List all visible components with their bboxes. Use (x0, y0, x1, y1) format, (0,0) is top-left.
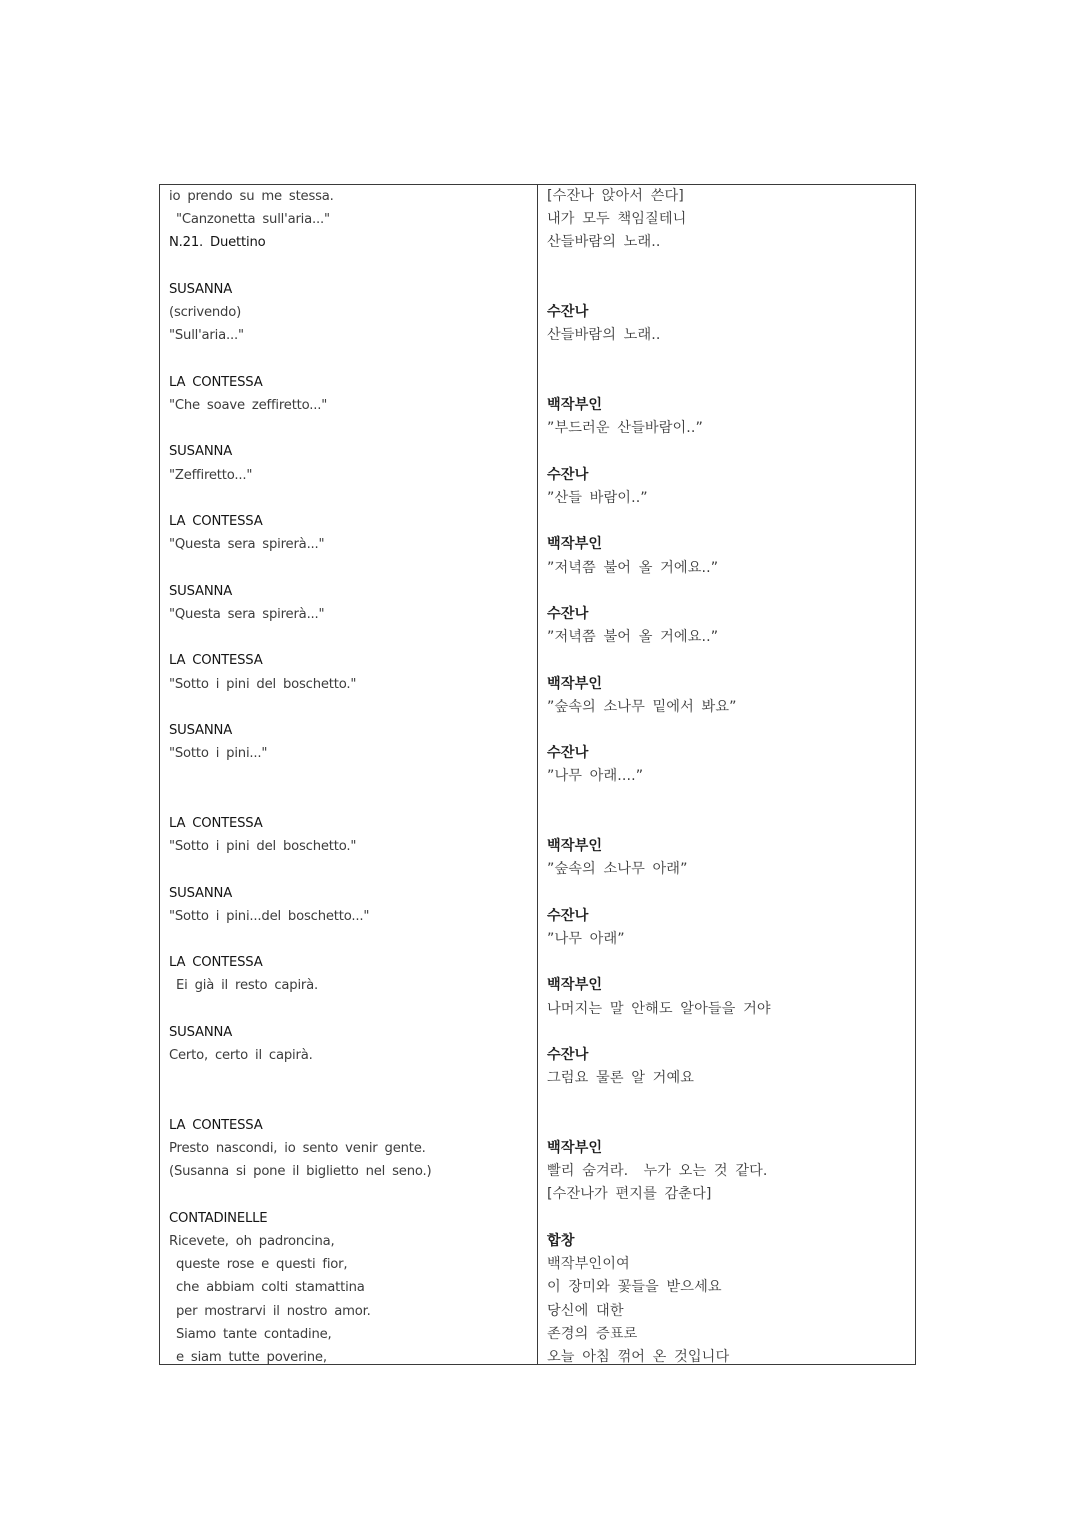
korean-text-line: 당신에 대한 (547, 1302, 624, 1319)
korean-speaker-name: 백작부인 (547, 675, 603, 692)
italian-text-line: Presto nascondi, io sento venir gente. (169, 1140, 426, 1156)
italian-text-line: "Questa sera spirerà..." (169, 606, 325, 622)
korean-text-line: ”산들 바람이..” (547, 489, 648, 506)
korean-text-line: 산들바람의 노래.. (547, 234, 661, 251)
italian-blank-line (169, 1067, 533, 1090)
korean-lines (547, 185, 911, 1369)
korean-blank-line (547, 951, 911, 974)
korean-text-line: 내가 모두 책임질테니 (547, 211, 687, 228)
italian-blank-line (169, 557, 533, 580)
italian-text-line: che abbiam colti stamattina (169, 1280, 365, 1296)
korean-blank-line (547, 1207, 911, 1230)
korean-text-line: ”나무 아래” (547, 931, 625, 947)
korean-text-line: 산들바람의 노래.. (547, 327, 661, 344)
italian-text-line: Ricevete, oh padroncina, (169, 1233, 335, 1249)
italian-speaker-name: LA CONTESSA (169, 1117, 263, 1133)
korean-speaker-name: 백작부인 (547, 1139, 603, 1156)
korean-text-line: 존경의 증표로 (547, 1325, 638, 1342)
korean-text-line: ”저녁쯤 불어 올 거에요..” (547, 629, 719, 646)
korean-text-line: 백작부인이여 (547, 1256, 630, 1273)
italian-text-line: "Sotto i pini del boschetto." (169, 839, 357, 855)
korean-blank-line (547, 278, 911, 301)
korean-blank-line (547, 1114, 911, 1137)
korean-text-line: ”부드러운 산들바람이..” (547, 420, 703, 437)
korean-speaker-name: 수잔나 (547, 745, 589, 762)
korean-text-line: 이 장미와 꽃들을 받으세요 (547, 1279, 722, 1296)
italian-text-line: (scrivendo) (169, 305, 242, 321)
korean-blank-line (547, 882, 911, 905)
italian-text-line: "Questa sera spirerà..." (169, 537, 325, 553)
korean-blank-line (547, 510, 911, 533)
korean-text-line: 빨리 숨겨라. 누가 오는 것 같다. (547, 1163, 768, 1180)
italian-text-line: "Che soave zeffiretto..." (169, 397, 328, 413)
italian-text-line: "Zeffiretto..." (169, 467, 253, 483)
korean-blank-line (547, 789, 911, 812)
italian-speaker-name: SUSANNA (169, 1024, 233, 1040)
italian-text-line: "Sotto i pini del boschetto." (169, 676, 357, 692)
korean-text-line: ”나무 아래....” (547, 768, 644, 785)
korean-text-line: [수잔나가 편지를 감춘다] (547, 1186, 712, 1203)
italian-blank-line (169, 487, 533, 510)
italian-speaker-name: LA CONTESSA (169, 653, 263, 669)
korean-blank-line (547, 649, 911, 672)
italian-speaker-name: LA CONTESSA (169, 955, 263, 971)
italian-text-line: Ei già il resto capirà. (169, 978, 319, 994)
korean-speaker-name: 수잔나 (547, 605, 589, 622)
italian-speaker-name: SUSANNA (169, 444, 233, 460)
italian-blank-line (169, 1183, 533, 1206)
italian-speaker-name: LA CONTESSA (169, 815, 263, 831)
italian-text-line: (Susanna si pone il biglietto nel seno.) (169, 1164, 432, 1180)
italian-lines (169, 185, 533, 1369)
korean-blank-line (547, 812, 911, 835)
korean-speaker-name: 백작부인 (547, 838, 603, 855)
italian-blank-line (169, 928, 533, 951)
korean-blank-line (547, 440, 911, 463)
korean-text-line: ”숲속의 소나무 밑에서 봐요” (547, 698, 737, 715)
italian-blank-line (169, 1091, 533, 1114)
korean-speaker-name: 수잔나 (547, 466, 589, 483)
korean-speaker-name: 수잔나 (547, 907, 589, 924)
korean-blank-line (547, 719, 911, 742)
korean-speaker-name: 수잔나 (547, 1047, 589, 1064)
italian-blank-line (169, 998, 533, 1021)
italian-text-line: io prendo su me stessa. (169, 189, 334, 204)
italian-speaker-name: SUSANNA (169, 281, 233, 297)
korean-blank-line (547, 371, 911, 394)
italian-text-line: "Sotto i pini..." (169, 746, 268, 762)
italian-text-line: Certo, certo il capirà. (169, 1048, 313, 1064)
korean-text-line: 오늘 아침 꺾어 온 것입니다 (547, 1348, 730, 1365)
italian-blank-line (169, 417, 533, 440)
italian-text-line: "Sotto i pini...del boschetto..." (169, 908, 370, 924)
italian-blank-line (169, 348, 533, 371)
italian-text-line: e siam tutte poverine, (169, 1349, 327, 1365)
korean-text-line: 그럼요 물론 알 거예요 (547, 1070, 695, 1087)
korean-blank-line (547, 255, 911, 278)
korean-text-line: ”숲속의 소나무 아래” (547, 861, 688, 878)
korean-blank-line (547, 1021, 911, 1044)
italian-speaker-name: N.21. Duettino (169, 235, 266, 251)
korean-text-line: 나머지는 말 안해도 알아들을 거야 (547, 1000, 771, 1017)
korean-blank-line (547, 1091, 911, 1114)
italian-speaker-name: LA CONTESSA (169, 514, 263, 530)
korean-blank-line (547, 580, 911, 603)
korean-speaker-name: 백작부인 (547, 536, 603, 553)
italian-speaker-name: SUSANNA (169, 583, 233, 599)
italian-text-line: "Canzonetta sull'aria..." (169, 212, 330, 228)
korean-speaker-name: 수잔나 (547, 304, 589, 321)
italian-text-line: "Sull'aria..." (169, 328, 244, 344)
italian-blank-line (169, 696, 533, 719)
italian-speaker-name: SUSANNA (169, 885, 233, 901)
korean-speaker-name: 백작부인 (547, 977, 603, 994)
libretto-table (159, 184, 916, 1365)
korean-speaker-name: 합창 (547, 1232, 575, 1249)
korean-speaker-name: 백작부인 (547, 396, 603, 413)
italian-column (160, 185, 538, 1364)
italian-blank-line (169, 765, 533, 788)
italian-text-line: per mostrarvi il nostro amor. (169, 1303, 371, 1319)
korean-column (538, 185, 915, 1364)
italian-speaker-name: LA CONTESSA (169, 374, 263, 390)
italian-text-line: Siamo tante contadine, (169, 1326, 332, 1342)
korean-blank-line (547, 348, 911, 371)
italian-blank-line (169, 626, 533, 649)
korean-text-line: [수잔나 앉아서 쓴다] (547, 188, 684, 204)
italian-text-line: queste rose e questi fior, (169, 1257, 348, 1273)
korean-text-line: ”저녁쯤 불어 올 거에요..” (547, 559, 719, 576)
italian-blank-line (169, 255, 533, 278)
italian-speaker-name: CONTADINELLE (169, 1210, 268, 1226)
italian-blank-line (169, 858, 533, 881)
italian-blank-line (169, 789, 533, 812)
italian-speaker-name: SUSANNA (169, 723, 233, 739)
